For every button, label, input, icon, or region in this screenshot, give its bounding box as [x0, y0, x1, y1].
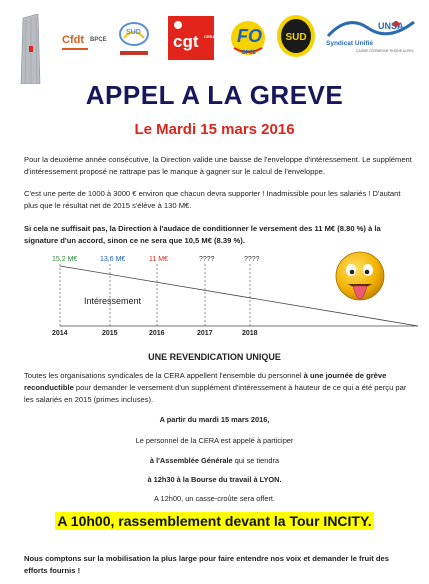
chart-label: Intéressement: [84, 296, 142, 306]
tower-graphic: [18, 14, 44, 84]
assembly-line-a: à l': [149, 456, 160, 465]
paragraph-call: [24, 370, 414, 406]
logo-unsa: [326, 18, 418, 60]
strike-date: Le Mardi 15 mars 2016: [134, 121, 295, 138]
invite-line: Le personnel de la CERA est appelé à participer: [135, 436, 294, 445]
chart-year-2017: 2017: [197, 330, 213, 337]
logo-fo: [228, 18, 268, 60]
fo-logo-text: FO: [237, 26, 262, 46]
logo-sud: [114, 18, 154, 60]
unsa-logo-text: UNSA: [378, 21, 404, 31]
chart-value-2014: 15,2 M€: [52, 256, 78, 263]
assembly-line-b: Assemblée Générale: [159, 456, 233, 465]
smiley-tongue-icon: [330, 248, 390, 312]
cfdt-swoosh-icon: [62, 48, 88, 50]
chart-value-2017: ????: [199, 256, 215, 263]
paragraph-loss: C'est une perte de 1000 à 3000 € environ que chacun devra supporter ! Inadmissible pour les salariés ! D'autant plus que le résultat net de 2015 s'élève à 130 M€.: [24, 189, 401, 210]
paragraph-call-end: pour demander le versement d'un supplément d'intéressement à hauteur de ce qui a été perçu par les salariés en 2015 (primes incluses).: [24, 383, 407, 404]
snack-line: A 12h00, un casse-croûte sera offert.: [153, 494, 276, 503]
chart-year-2015: 2015: [102, 330, 118, 337]
assembly-line: [0, 456, 429, 465]
chart-value-2018: ????: [244, 256, 260, 263]
unsa-logo-sub2: CAISSE D'EPARGNE RHÔNE ALPES: [356, 49, 414, 53]
chart-value-2015: 13,6 M€: [100, 256, 126, 263]
page-title: APPEL A LA GREVE: [85, 80, 344, 110]
chart-value-2016: 11 M€: [149, 256, 168, 263]
cgt-logo-sub: CERA: [204, 34, 216, 39]
rally-text: A 10h00, rassemblement devant la Tour INCITY.: [57, 513, 372, 529]
cfdt-logo-sub: BPCE: [90, 37, 107, 43]
section-title: UNE REVENDICATION UNIQUE: [148, 352, 281, 362]
chart-year-2016: 2016: [149, 330, 165, 337]
cfdt-logo-text: Cfdt: [62, 34, 84, 46]
paragraph-call-strike: à une journée de grève reconductible: [24, 371, 387, 392]
start-line: A partir du mardi 15 mars 2016,: [159, 415, 270, 424]
chart-year-2014: 2014: [52, 330, 68, 337]
paragraph-call-start: Toutes les organisations syndicales de la CERA appellent l'ensemble du personnel: [24, 371, 304, 380]
paragraph-condition: Si cela ne suffisait pas, la Direction à l'audace de conditionner le versement des 11 M€ (8.80 %) à la signature d'un accord, sinon ce ne sera que 10,5 M€ (8.39 %).: [24, 224, 381, 245]
paragraph-intro: Pour la deuxième année consécutive, la Direction valide une baisse de l'enveloppe d'intéressement. Le supplément d'intéressement proposé ne rattrape pas le manque à gagner sur le calcul de l'enveloppe.: [24, 155, 412, 176]
logo-cfdt: [62, 20, 106, 60]
svg-text:SUD: SUD: [285, 32, 307, 43]
assembly-line-c: qui se tiendra: [232, 456, 280, 465]
chart-year-2018: 2018: [242, 330, 258, 337]
closing-paragraph: Nous comptons sur la mobilisation la plus large pour faire entendre nos voix et demander le fruit des efforts fournis !: [24, 554, 389, 575]
fo-logo-sub: BPCE: [242, 50, 256, 56]
logo-cgt: [168, 16, 214, 60]
logo-sud-solidaires: [276, 14, 316, 58]
place-line: à 12h30 à la Bourse du travail à LYON.: [147, 475, 282, 484]
rally-line: [0, 513, 429, 531]
cgt-logo-text: cgt: [173, 32, 199, 51]
sud-logo-text: SUD: [126, 29, 141, 36]
unsa-logo-sub: Syndicat Unifié: [326, 40, 373, 47]
